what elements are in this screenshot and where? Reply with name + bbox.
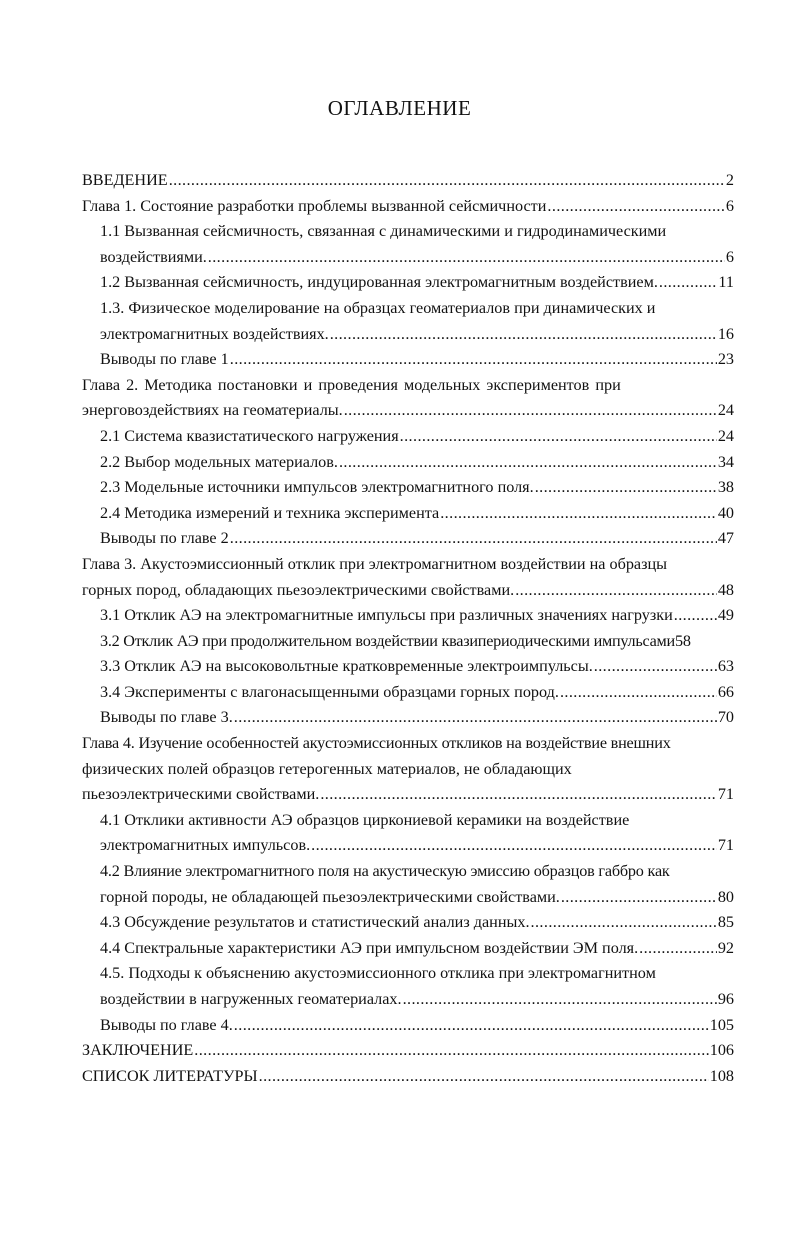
- dot-leader: [659, 270, 718, 296]
- toc-page-number: 106: [709, 1041, 734, 1060]
- toc-entry-text: 3.4 Эксперименты с влагонасыщенными образцами горных пород.: [100, 682, 559, 701]
- toc-entry-text: электромагнитных импульсов.: [100, 836, 311, 855]
- toc-entry-chapter-1[interactable]: [82, 194, 734, 220]
- toc-page-number: 105: [709, 1015, 734, 1034]
- dot-leader: [230, 526, 717, 552]
- toc-entry-text: ВВЕДЕНИЕ: [82, 171, 168, 189]
- toc-entry-text: 2.1 Система квазистатического нагружения: [100, 426, 399, 445]
- dot-leader: [194, 1038, 708, 1064]
- toc-entry-chapter-4-conclusions[interactable]: [82, 1013, 734, 1039]
- page-title: ОГЛАВЛЕНИЕ: [327, 96, 472, 120]
- toc-entry-2-4[interactable]: [82, 501, 734, 527]
- toc-entry-text: горных пород, обладающих пьезоэлектрическими свойствами.: [82, 580, 515, 599]
- toc-entry-1-2[interactable]: [82, 270, 734, 296]
- toc-entry-3-4[interactable]: [82, 680, 734, 706]
- toc-entry-text: 3.2 Отклик АЭ при продолжительном воздействии квазипериодическими импульсами: [100, 631, 675, 650]
- toc-entry-text: Выводы по главе 2: [100, 529, 229, 548]
- toc-entry-text: Выводы по главе 3.: [100, 708, 233, 727]
- dot-leader: [440, 501, 717, 527]
- toc-page-number: 108: [709, 1066, 734, 1085]
- toc-entry-references[interactable]: [82, 1064, 734, 1090]
- table-of-contents: [82, 168, 734, 1089]
- dot-leader: [230, 347, 717, 373]
- toc-page-number: 71: [717, 785, 734, 804]
- toc-page-number: 16: [717, 324, 734, 343]
- toc-entry-4-2-line1[interactable]: 4.2 Влияние электромагнитного поля на акустическую эмиссию образцов габбро как: [100, 862, 670, 881]
- toc-entry-2-3[interactable]: [82, 475, 734, 501]
- dot-leader: [639, 936, 717, 962]
- toc-page-number: 85: [717, 913, 734, 932]
- toc-entry-text: электромагнитных воздействиях.: [100, 324, 329, 343]
- dot-leader: [515, 578, 717, 604]
- toc-entry-text: 2.2 Выбор модельных материалов.: [100, 452, 338, 471]
- toc-page-number: 48: [717, 580, 734, 599]
- toc-entry-text: Глава 1. Состояние разработки проблемы вызванной сейсмичности: [82, 196, 547, 215]
- toc-entry-chapter-2-conclusions[interactable]: [82, 526, 734, 552]
- dot-leader: [561, 885, 717, 911]
- toc-entry-text: энерговоздействиях на геоматериалы.: [82, 401, 343, 420]
- toc-page-number: 58: [674, 631, 691, 650]
- toc-entry-3-2[interactable]: [82, 629, 734, 655]
- toc-entry-chapter-3[interactable]: [82, 578, 734, 604]
- toc-entry-text: 1.2 Вызванная сейсмичность, индуцированная электромагнитным воздействием.: [100, 273, 658, 292]
- toc-entry-2-1[interactable]: [82, 424, 734, 450]
- dot-leader: [339, 450, 717, 476]
- toc-entry-text: ЗАКЛЮЧЕНИЕ: [82, 1041, 194, 1060]
- toc-entry-text: воздействии в нагруженных геоматериалах.: [100, 990, 402, 1008]
- toc-entry-chapter-2[interactable]: [82, 398, 734, 424]
- toc-page-number: 49: [717, 606, 734, 625]
- dot-leader: [400, 424, 717, 450]
- toc-entry-chapter-4[interactable]: [82, 782, 734, 808]
- toc-entry-text: пьезоэлектрическими свойствами.: [82, 785, 320, 804]
- toc-page-number: 40: [717, 503, 734, 522]
- dot-leader: [234, 1013, 709, 1039]
- dot-leader: [169, 168, 725, 194]
- toc-page-number: 96: [717, 990, 734, 1008]
- toc-entry-text: 2.4 Методика измерений и техника эксперимента: [100, 503, 440, 522]
- dot-leader: [594, 654, 717, 680]
- dot-leader: [535, 475, 717, 501]
- dot-leader: [330, 322, 717, 348]
- toc-page-number: 80: [717, 887, 734, 906]
- toc-entry-chapter-2-line1[interactable]: Глава 2. Методика постановки и проведения модельных экспериментов при: [82, 375, 621, 394]
- toc-page-number: 47: [717, 529, 734, 548]
- dot-leader: [531, 910, 717, 936]
- toc-entry-text: горной породы, не обладающей пьезоэлектрическими свойствами.: [100, 887, 560, 906]
- dot-leader: [560, 680, 717, 706]
- toc-page-number: 92: [717, 938, 734, 957]
- toc-entry-2-2[interactable]: [82, 450, 734, 476]
- toc-entry-3-3[interactable]: [82, 654, 734, 680]
- toc-entry-4-4[interactable]: [82, 936, 734, 962]
- toc-entry-text: Выводы по главе 1: [100, 350, 229, 369]
- toc-entry-text: СПИСОК ЛИТЕРАТУРЫ: [82, 1066, 258, 1085]
- toc-page-number: 2: [725, 171, 734, 189]
- toc-entry-text: Выводы по главе 4.: [100, 1015, 233, 1034]
- toc-entry-chapter-1-conclusions[interactable]: [82, 347, 734, 373]
- toc-entry-4-1[interactable]: [82, 833, 734, 859]
- dot-leader: [311, 833, 717, 859]
- toc-entry-chapter-4-line2[interactable]: физических полей образцов гетерогенных материалов, не обладающих: [82, 759, 572, 778]
- toc-entry-text: 2.3 Модельные источники импульсов электромагнитного поля.: [100, 478, 534, 497]
- toc-entry-1-1-line1[interactable]: 1.1 Вызванная сейсмичность, связанная с динамическими и гидродинамическими: [100, 222, 667, 241]
- toc-entry-text: 3.3 Отклик АЭ на высоковольтные кратковременные электроимпульсы.: [100, 657, 593, 676]
- toc-page-number: 24: [717, 401, 734, 420]
- dot-leader: [344, 398, 717, 424]
- toc-entry-4-1-line1[interactable]: 4.1 Отклики активности АЭ образцов циркониевой керамики на воздействие: [100, 810, 630, 829]
- toc-page-number: 6: [725, 196, 734, 215]
- toc-entry-conclusion[interactable]: [82, 1038, 734, 1064]
- toc-page-number: 63: [717, 657, 734, 676]
- toc-page-number: 23: [717, 350, 734, 369]
- dot-leader: [674, 603, 717, 629]
- toc-entry-text: 3.1 Отклик АЭ на электромагнитные импульсы при различных значениях нагрузки: [100, 606, 673, 625]
- toc-entry-chapter-3-conclusions[interactable]: [82, 705, 734, 731]
- toc-page-number: 6: [725, 247, 734, 266]
- toc-entry-3-1[interactable]: [82, 603, 734, 629]
- toc-page-number: 38: [717, 478, 734, 497]
- toc-page-number: 70: [717, 708, 734, 727]
- toc-entry-4-5-line1[interactable]: 4.5. Подходы к объяснению акустоэмиссионного отклика при электромагнитном: [100, 964, 656, 983]
- toc-entry-text: 4.3 Обсуждение результатов и статистический анализ данных.: [100, 913, 530, 932]
- toc-entry-intro[interactable]: [82, 168, 734, 194]
- toc-entry-1-3-line1[interactable]: 1.3. Физическое моделирование на образцах геоматериалов при динамических и: [100, 298, 656, 317]
- toc-entry-text: воздействиями.: [100, 247, 207, 266]
- dot-leader: [403, 987, 717, 1013]
- toc-entry-4-2[interactable]: [82, 885, 734, 911]
- toc-entry-1-3[interactable]: [82, 322, 734, 348]
- toc-entry-4-5[interactable]: [82, 987, 734, 1013]
- toc-entry-4-3[interactable]: [82, 910, 734, 936]
- toc-page-number: 71: [717, 836, 734, 855]
- dot-leader: [320, 782, 717, 808]
- dot-leader: [259, 1064, 709, 1090]
- toc-page-number: 66: [717, 682, 734, 701]
- dot-leader: [547, 194, 724, 220]
- toc-page-number: 24: [717, 426, 734, 445]
- toc-page-number: 34: [717, 452, 734, 471]
- toc-entry-chapter-4-line1[interactable]: Глава 4. Изучение особенностей акустоэмиссионных откликов на воздействие внешних: [82, 734, 671, 753]
- dot-leader: [208, 245, 725, 271]
- toc-entry-chapter-3-line1[interactable]: Глава 3. Акустоэмиссионный отклик при электромагнитном воздействии на образцы: [82, 554, 668, 573]
- toc-page-number: 11: [718, 273, 734, 292]
- dot-leader: [234, 705, 717, 731]
- toc-entry-1-1[interactable]: [82, 245, 734, 271]
- toc-entry-text: 4.4 Спектральные характеристики АЭ при импульсном воздействии ЭМ поля.: [100, 938, 639, 957]
